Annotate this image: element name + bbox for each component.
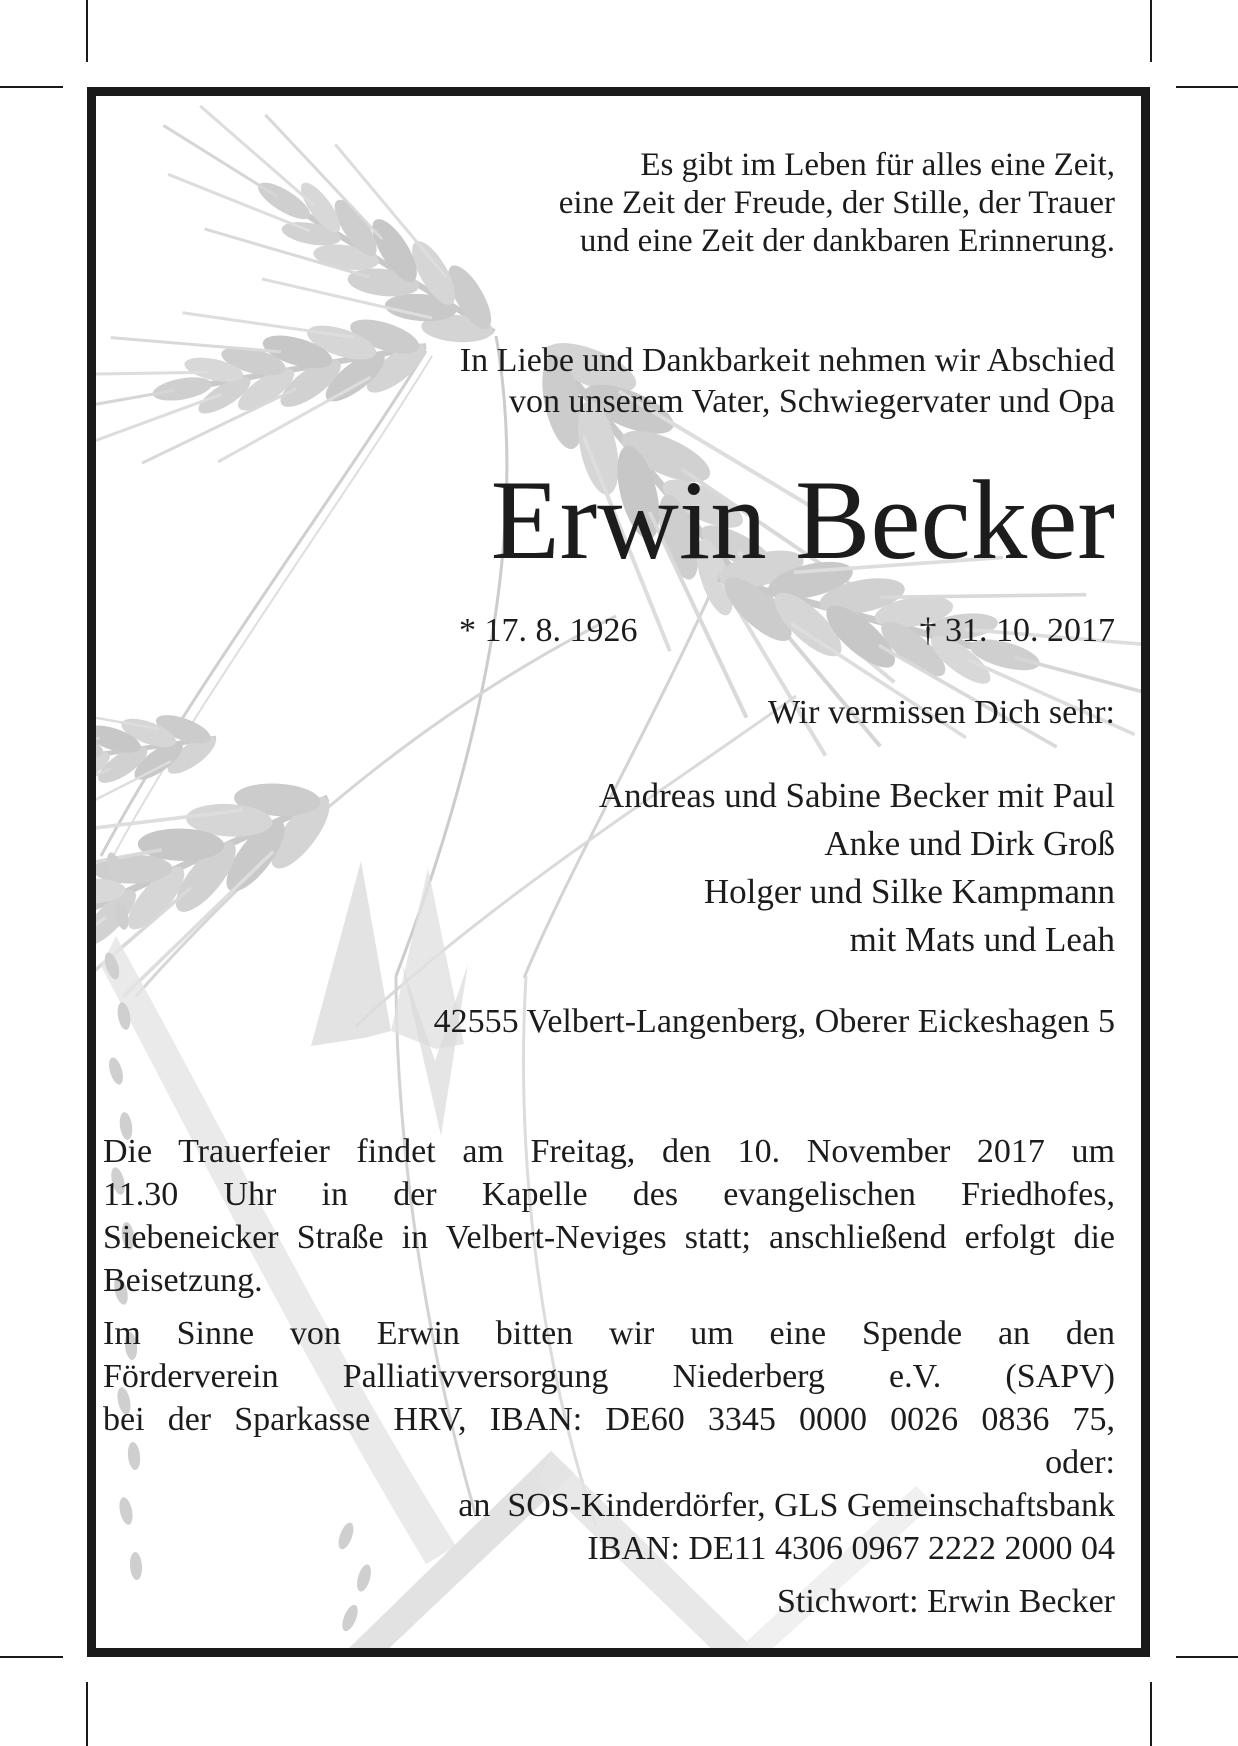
mourner-line: mit Mats und Leah — [849, 920, 1115, 959]
verse-line: eine Zeit der Freude, der Stille, der Trauer — [558, 185, 1115, 221]
opening-verse — [103, 146, 1115, 260]
death-date: † 31. 10. 2017 — [919, 612, 1115, 649]
donation-paragraph — [103, 1312, 1115, 1623]
life-dates — [103, 610, 1115, 652]
funeral-line: Siebeneicker Straße in Velbert-Neviges statt; anschließend erfolgt die — [103, 1219, 1115, 1256]
funeral-line: Beisetzung. — [103, 1262, 263, 1299]
intro-line: von unserem Vater, Schwiegervater und Opa — [508, 383, 1115, 420]
crop-mark-top-left-v — [86, 0, 88, 62]
crop-mark-bottom-right-v — [1150, 1682, 1152, 1746]
verse-line: und eine Zeit der dankbaren Erinnerung. — [579, 223, 1115, 259]
farewell-intro — [103, 340, 1115, 422]
keyword-line: Stichwort: Erwin Becker — [776, 1583, 1115, 1620]
birth-date: * 17. 8. 1926 — [459, 612, 638, 649]
intro-line: In Liebe und Dankbarkeit nehmen wir Abschied — [459, 342, 1115, 379]
donation-line: bei der Sparkasse HRV, IBAN: DE60 3345 0000 0026 0836 75, — [103, 1401, 1115, 1438]
crop-mark-bottom-left-h — [0, 1656, 63, 1658]
deceased-name: Erwin Becker — [490, 458, 1115, 583]
crop-mark-bottom-left-v — [86, 1682, 88, 1746]
donation-alt-line: oder: — [1045, 1444, 1115, 1481]
missing-you-line: Wir vermissen Dich sehr: — [767, 694, 1115, 731]
funeral-line: 11.30 Uhr in der Kapelle des evangelischen Friedhofes, — [103, 1176, 1115, 1213]
donation-alt-line: an SOS-Kinderdörfer, GLS Gemeinschaftsbank — [458, 1487, 1115, 1524]
funeral-line: Die Trauerfeier findet am Freitag, den 10. November 2017 um — [103, 1133, 1115, 1170]
funeral-paragraph — [103, 1130, 1115, 1302]
mourners-list — [103, 772, 1115, 964]
donation-line: Im Sinne von Erwin bitten wir um eine Spende an den — [103, 1315, 1115, 1352]
mourner-line: Holger und Silke Kampmann — [703, 872, 1115, 911]
donation-alt-line: IBAN: DE11 4306 0967 2222 2000 04 — [587, 1530, 1115, 1567]
mourner-line: Andreas und Sabine Becker mit Paul — [598, 776, 1115, 815]
notice-content — [103, 96, 1115, 1648]
notice-frame — [87, 87, 1150, 1657]
family-address: 42555 Velbert-Langenberg, Oberer Eickeshagen 5 — [433, 1003, 1115, 1040]
crop-mark-top-right-v — [1150, 0, 1152, 62]
crop-mark-bottom-right-h — [1176, 1656, 1238, 1658]
donation-line: Förderverein Palliativversorgung Niederberg e.V. (SAPV) — [103, 1358, 1115, 1395]
crop-mark-top-left-h — [0, 86, 63, 88]
mourner-line: Anke und Dirk Groß — [824, 824, 1115, 863]
crop-mark-top-right-h — [1176, 86, 1238, 88]
verse-line: Es gibt im Leben für alles eine Zeit, — [640, 147, 1115, 183]
